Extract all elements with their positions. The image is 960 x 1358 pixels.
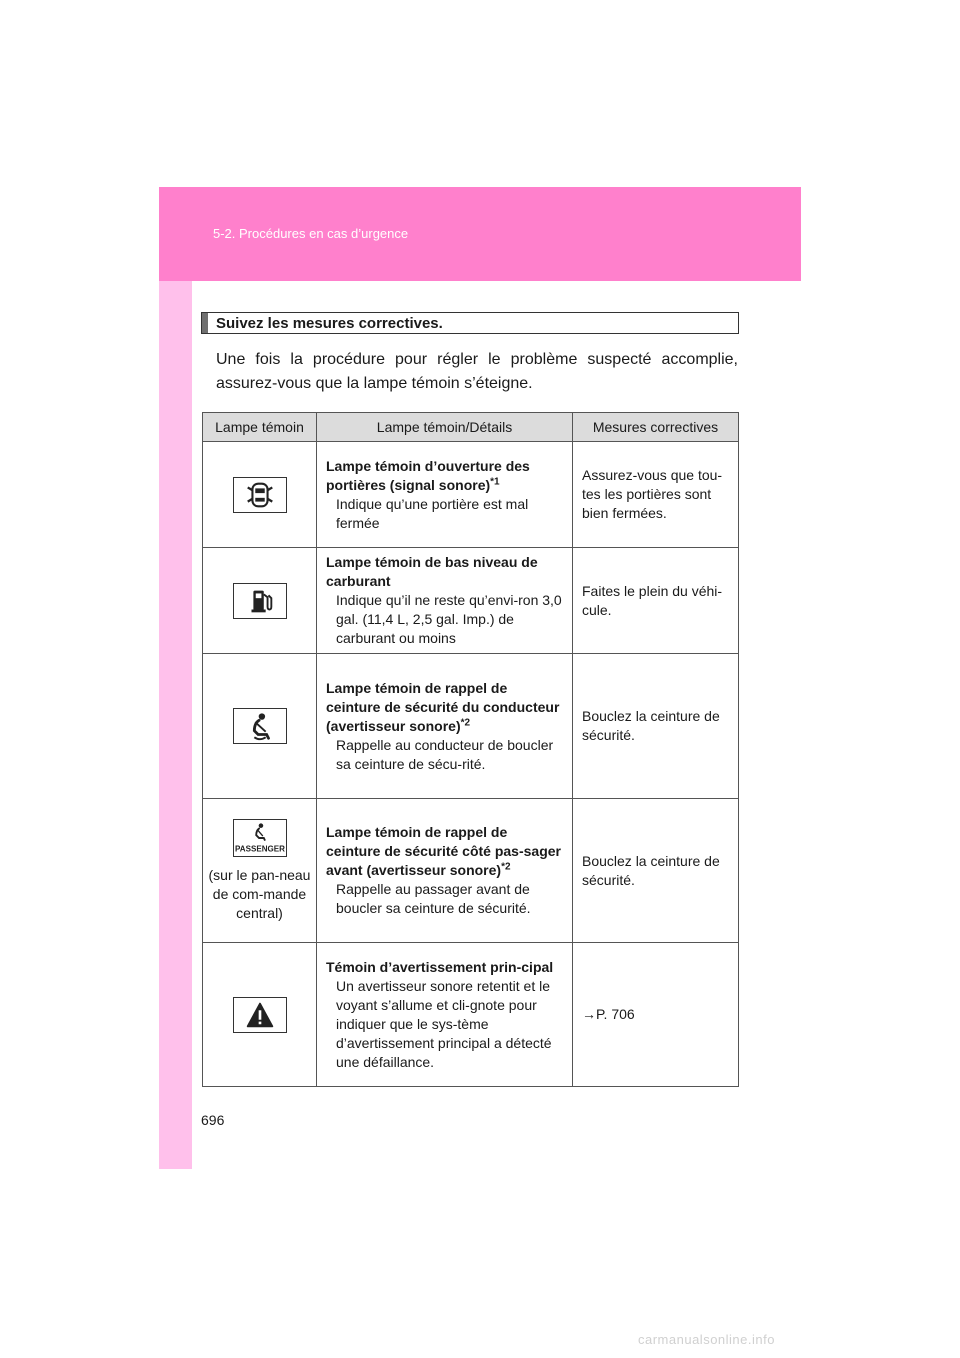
lamp-title: Lampe témoin de rappel de ceinture de sécurité côté pas-sager avant (avertisseur sonore)$^{*2}$ [326,824,561,878]
action-cell: Bouclez la ceinture de sécurité. [573,799,739,943]
action-cell: Bouclez la ceinture de sécurité. [573,654,739,799]
passenger-label: PASSENGER [234,843,285,853]
lamp-cell [203,548,317,654]
master-warning-icon [233,997,287,1033]
header-lamp: Lampe témoin [203,413,317,442]
footnote-mark: *2 [501,861,511,873]
heading-bar [202,313,208,333]
seatbelt-driver-icon [233,708,287,744]
lamp-description: Un avertisseur sonore retentit et le voyant s’allume et cli-gnote pour indiquer que le sys-tème d’avertissement principal a détecté une défaillance. [336,977,552,1070]
header-details: Lampe témoin/Détails [317,413,573,442]
table-row [203,442,739,548]
action-cell: →P. 706 [573,943,739,1087]
chapter-header: 5-2. Procédures en cas d’urgence [213,226,409,241]
action-cell: Assurez-vous que tou-tes les portières sont bien fermées. [573,442,739,548]
fuel-pump-icon [233,583,287,619]
seatbelt-passenger-icon [233,819,287,857]
detail-cell [317,548,573,654]
lamp-title: Lampe témoin de bas niveau de carburant [326,554,538,589]
lamp-description: Rappelle au conducteur de boucler sa ceinture de sécu-rité. [336,736,554,772]
lamp-description: Indique qu’une portière est mal fermée [336,495,529,531]
warning-lamp-table [202,412,739,1087]
lamp-cell [203,442,317,548]
lamp-title: Lampe témoin de rappel de ceinture de sécurité du conducteur (avertisseur sonore)$^{*2}$ [326,679,560,734]
section-title: Suivez les mesures correctives. [216,314,443,332]
detail-cell [317,442,573,548]
section-heading [201,312,739,334]
lamp-title: Lampe témoin d’ouverture des portières (signal sonore)$^{*1}$ [326,457,530,493]
detail-cell [317,654,573,799]
action-cell: Faites le plein du véhi-cule. [573,548,739,654]
side-strip [159,281,192,1169]
table-row [203,654,739,799]
footnote-mark: *1 [490,475,500,487]
detail-cell [317,799,573,943]
footnote-mark: *2 [460,716,471,728]
intro-paragraph: Une fois la procédure pour régler le problème suspecté accomplie, assurez-vous que la lampe témoin s’éteigne. [216,351,738,392]
lamp-title: Témoin d’avertissement prin-cipal [326,958,554,975]
watermark: carmanualsonline.info [638,1332,775,1347]
table-header-row [203,413,739,442]
table-row [203,943,739,1087]
lamp-cell [203,654,317,799]
lamp-description: Indique qu’il ne reste qu’envi-ron 3,0 gal. (11,4 L, 2,5 gal. Imp.) de carburant ou moins [336,592,562,646]
header-actions: Mesures correctives [573,413,739,442]
lamp-cell [203,799,317,943]
table-row [203,799,739,943]
lamp-description: Rappelle au passager avant de boucler sa ceinture de sécurité. [336,881,531,916]
table-row [203,548,739,654]
door-ajar-icon [233,477,287,513]
detail-cell [317,943,573,1087]
page-number: 696 [201,1112,225,1128]
icon-note: (sur le pan-neau de com-mande central) [208,866,311,921]
lamp-cell [203,943,317,1087]
